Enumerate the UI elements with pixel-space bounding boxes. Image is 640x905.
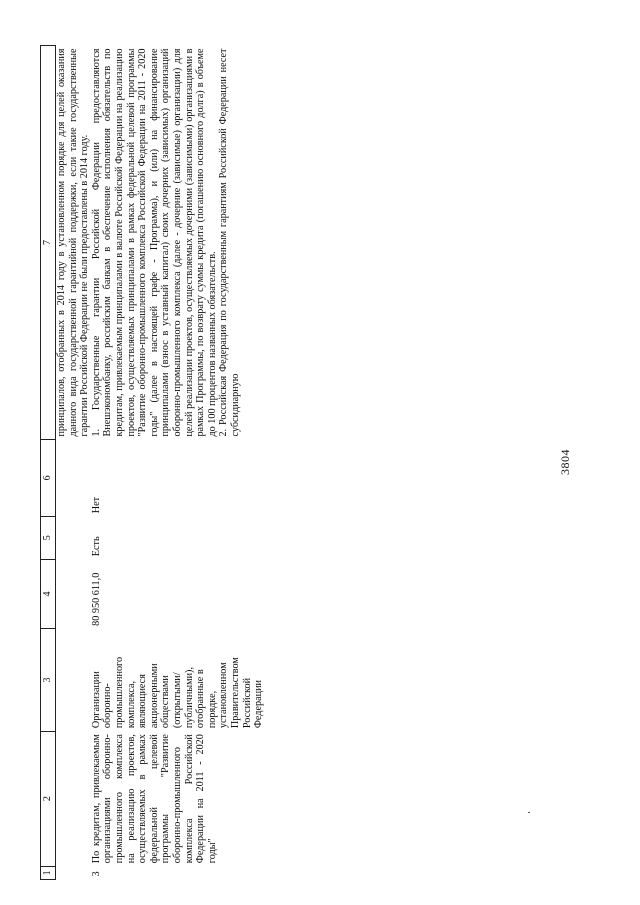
header-col-2: 2 — [41, 731, 56, 866]
conditions-cell: 1. Государственные гарантии Российской Федерации предоставляются Внешэкономбанку, российским банкам в обеспечение исполнения обязательств по кредитам, привлекаемым принципалами в валюте Российской Федерации на реализацию проектов, осуществляемых принципалами в рамках федеральной целевой программы "Развитие оборонно-промышленного комплекса Российской Федерации на 2011 - 2020 годы" (далее в настоящей графе - Программа), и (или) на финансирование принципалами (взнос в уставный капитал) своих дочерних (зависимых) организаций оборонно-промышленного комплекса (далее - дочерние (зависимые) организации) для целей реализации проектов, осуществляемых дочерними (зависимыми) организациями в рамках Программы, по возврату суммы кредита (погашению основного долга) в объеме до 100 процентов названных обязательств. 2. Российская Федерация по государственным гарантиям Российской Федерации несет субсидиарную — [90, 48, 241, 437]
guarantee-table — [40, 45, 265, 880]
header-row — [41, 46, 56, 880]
header-col-3: 3 — [41, 629, 56, 731]
recourse-right-cell: Есть — [90, 536, 102, 557]
collateral-cell: Нет — [90, 496, 102, 514]
table-row — [91, 46, 265, 880]
header-col-7: 7 — [41, 46, 56, 440]
rotated-landscape-page — [25, 25, 625, 885]
header-col-6: 6 — [41, 440, 56, 517]
scan-speck — [528, 812, 530, 813]
header-col-4: 4 — [41, 559, 56, 629]
guarantee-amount-cell: 80 950 611,0 — [90, 572, 102, 626]
header-col-1: 1 — [41, 866, 56, 879]
continuation-row — [56, 46, 91, 880]
page-number: 3804 — [558, 449, 572, 475]
row-number: 3 — [90, 871, 102, 877]
continuation-text: принципалов, отобранных в 2014 году в установленном порядке для целей оказания данного вида государственной гарантийной поддержки, если такие государственные гарантии Российской Федерации не были предоставлены в 2014 году. — [56, 48, 91, 437]
purpose-cell: По кредитам, привлекаемым организациями оборонно-промышленного комплекса на реализацию проектов, осуществляемых в рамках федеральной целевой программы "Развитие оборонно-промышленного комплекса Российской Федерации на 2011 - 2020 годы" — [90, 734, 218, 864]
header-col-5: 5 — [41, 516, 56, 559]
principal-category-cell: Организации оборонно-промышленного комплекса, являющиеся акционерными обществами (открытыми/публичными), отобранные в порядке, установленном Правительством Российской Федерации — [90, 656, 265, 729]
